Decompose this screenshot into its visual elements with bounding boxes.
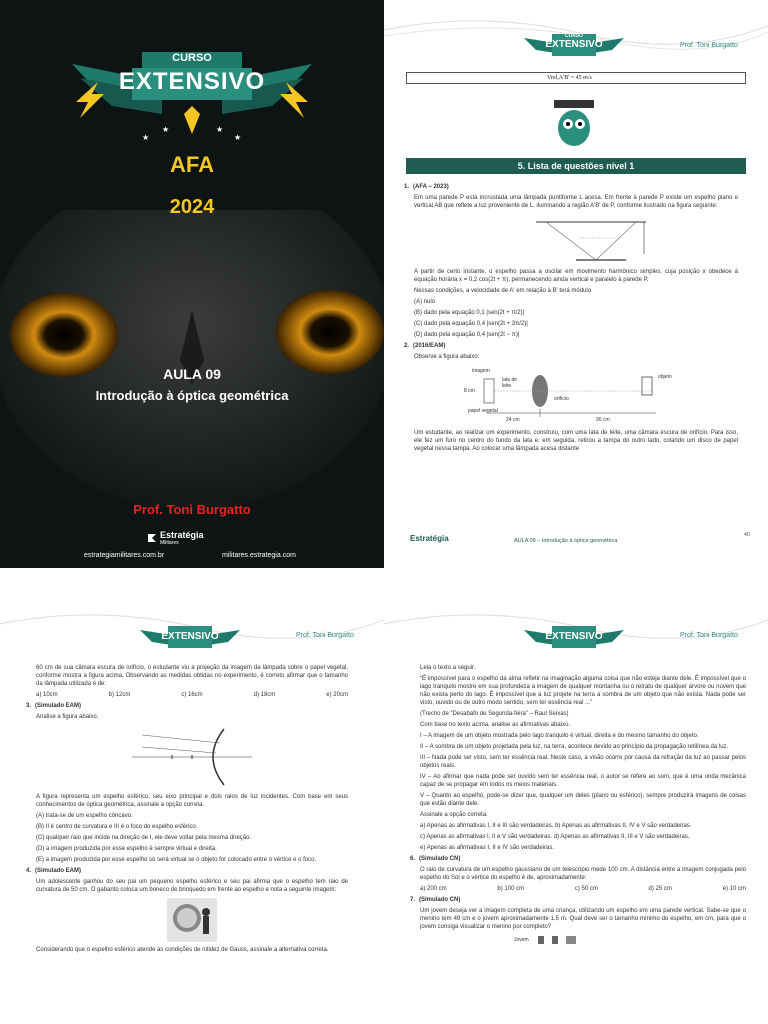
footer-brand: Estratégia bbox=[410, 534, 449, 543]
svg-text:★: ★ bbox=[142, 133, 150, 142]
lightning-bolt-icon bbox=[70, 80, 110, 120]
question-source: (Simulado CN) bbox=[419, 897, 461, 903]
question-number: 1. bbox=[404, 184, 410, 190]
header-professor: Prof. Toni Burgatto bbox=[296, 632, 354, 639]
page-42 bbox=[384, 600, 768, 1024]
fig-label-objeto: objeto bbox=[658, 374, 672, 380]
question-3-header bbox=[26, 702, 348, 710]
option-d[interactable]: (D) a imagem produzida por esse espelho é sempre virtual e direita. bbox=[36, 846, 217, 852]
exam-title: AFA bbox=[170, 152, 214, 177]
assinale: Assinale a opção correta. bbox=[420, 812, 488, 818]
footer-lesson: AULA 09 – Introdução à óptica geométrica bbox=[514, 538, 618, 544]
lesson-topic: Introdução à óptica geométrica bbox=[95, 388, 289, 403]
statement-4: IV – Ao afirmar que nada pode ser ouvido sem ter essência real, o autor se refere ao som, que é uma onda mecânica capaz de se propagar em todos os meios materiais. bbox=[420, 774, 746, 788]
question-1-text2: A partir de certo instante, o espelho passa a oscilar em movimento harmônico simples, cuja posição x obedece à equação horária x = 0,2 cos(2t + π), permanecendo ainda vertical e paralelo à parede P. bbox=[414, 269, 738, 283]
toy-mirror-photo bbox=[167, 898, 217, 942]
intro-options bbox=[36, 691, 348, 699]
statement-3: III – Nada pode ser visto, sem ter essência real. Neste caso, a visão ocorre por causa da refração da luz ao passar pelos objetos reais. bbox=[420, 755, 746, 769]
header-professor: Prof. Toni Burgatto bbox=[680, 632, 738, 639]
question-4-header bbox=[26, 867, 348, 875]
question-3-text: Analise a figura abaixo. bbox=[36, 714, 99, 720]
quote-credit: (Trecho de “Desabafo de Segunda-feira” – Raul Seixas) bbox=[420, 711, 569, 717]
header-logo-main: EXTENSIVO bbox=[161, 631, 219, 642]
question-3-text2: A figura representa um espelho esférico, seu eixo principal e dois raios de luz incidentes. Com base em seus conhecimentos de óptica geométrica, assinale a opção correta. bbox=[36, 794, 348, 808]
formula-box: Vrel,A'B' = 45 m/s bbox=[406, 72, 746, 84]
fig-label-jovem: Jovem bbox=[514, 937, 529, 943]
option-d[interactable]: d) 25 cm bbox=[648, 886, 672, 892]
section-title: 5. Lista de questões nível 1 bbox=[406, 158, 746, 174]
lesson-number: AULA 09 bbox=[163, 366, 221, 382]
fig-label-8cm: 8 cm bbox=[464, 388, 475, 394]
question-number: 6. bbox=[410, 856, 416, 862]
fig-label-90cm: 90 cm bbox=[596, 417, 610, 423]
question-1-header bbox=[404, 183, 738, 191]
question-number: 2. bbox=[404, 343, 410, 349]
question-7-header bbox=[410, 896, 746, 904]
estrategia-logo-icon bbox=[146, 532, 158, 544]
question-2-header bbox=[404, 342, 738, 350]
option-c[interactable]: (C) dado pela equação 0,4 |sen(2t + 3π/2)| bbox=[414, 321, 528, 327]
question-source: (Simulado CN) bbox=[419, 856, 461, 862]
question-6-text: O raio de curvatura de um espelho gaussiano de um telescópio mede 100 cm. A distância entre a imagem conjugada pelo espelho do Sol e o vértice do espelho é de, aproximadamente: bbox=[420, 867, 746, 881]
question-4-text: Um adolescente ganhou do seu pai um pequeno espelho esférico e seu pai afirma que o espelho tem raio de curvatura de 50 cm. O gabarito coloca um boneco de brinquedo em frente ao espelho e nota a seguinte imagem: bbox=[36, 879, 348, 893]
statement-2: II – A sombra de um objeto projetada pela luz, na terra, acontece devido ao princípio da propagação retilínea da luz. bbox=[420, 744, 729, 750]
mirror-diagram-figure bbox=[496, 214, 656, 264]
page-number: 40 bbox=[743, 532, 750, 538]
answer-cd[interactable]: c) Apenas as afirmativas I, II e V são verdadeiras. d) Apenas as afirmativas II, III e V são verdadeiras. bbox=[420, 834, 690, 840]
spherical-mirror-figure bbox=[132, 725, 252, 789]
header-logo-main: EXTENSIVO bbox=[545, 39, 603, 50]
question-4-text2: Considerando que o espelho esférico atende as condições de nitidez de Gauss, assinale a alternativa correta. bbox=[36, 947, 329, 953]
question-2-text: Observe a figura abaixo: bbox=[414, 354, 480, 360]
fig-label-orificio: orifício bbox=[554, 396, 569, 402]
page-41 bbox=[0, 600, 384, 1024]
option-c[interactable]: c) 16cm bbox=[181, 692, 203, 698]
option-a[interactable]: a) 10cm bbox=[36, 692, 58, 698]
question-6-options bbox=[420, 885, 746, 893]
page2-content bbox=[404, 180, 738, 456]
header-professor: Prof. Toni Burgatto bbox=[680, 42, 738, 49]
question-source: (2016/EAM) bbox=[413, 343, 446, 349]
page4-content bbox=[410, 664, 746, 944]
option-e[interactable]: e) 20cm bbox=[326, 692, 348, 698]
cover-page bbox=[0, 0, 384, 568]
option-b[interactable]: b) 100 cm bbox=[497, 886, 525, 892]
option-b[interactable]: (B) II é centro de curvatura e III é o foco do espelho esférico. bbox=[36, 824, 198, 830]
brand-sub: Militares bbox=[160, 540, 179, 546]
question-2-text2: Um estudante, ao realizar um experimento, construiu, com uma lata de leite, uma câmara escura de orifício. Para isso, ele fez um furo no centro do fundo da lata e, em seguida, retirou a tampa do outro lado, colando um disco de papel vegetal nessa tampa. Ao colocar uma lâmpada acesa distante bbox=[414, 430, 738, 452]
intro-text: 60 cm de sua câmara escura de orifício, o estudante viu a projeção da imagem da lâmpada sobre o papel vegetal, conforme mostra a figura acima. Observando as medidas obtidas no experimento, é correto afirmar que o tamanho da lâmpada utilizada é de: bbox=[36, 665, 348, 687]
svg-text:★: ★ bbox=[162, 125, 170, 134]
logo-main-text: EXTENSIVO bbox=[118, 68, 266, 95]
mascot-label: PRATICAR bbox=[558, 100, 579, 105]
option-a[interactable]: (A) nulo bbox=[414, 299, 436, 305]
reading-lead: Leia o texto a seguir. bbox=[420, 665, 476, 671]
question-source: (AFA – 2023) bbox=[413, 184, 449, 190]
header-logo-top: CURSO bbox=[564, 33, 584, 39]
cover-brand bbox=[160, 530, 204, 546]
professor-name: Prof. Toni Burgatto bbox=[133, 502, 251, 517]
logo-top-text: CURSO bbox=[172, 52, 212, 64]
site-link-right[interactable]: militares.estrategia.com bbox=[222, 552, 296, 559]
option-d[interactable]: d) 18cm bbox=[253, 692, 276, 698]
answer-ab[interactable]: a) Apenas as afirmativas I, II e III são verdadeiras. b) Apenas as afirmativas II, IV e V são verdadeiras. bbox=[420, 823, 692, 829]
site-link-left[interactable]: estrategiamilitares.com.br bbox=[84, 552, 165, 559]
option-a[interactable]: (A) trata-se de um espelho côncavo. bbox=[36, 813, 133, 819]
header-logo-main: EXTENSIVO bbox=[545, 631, 603, 642]
question-7-figure bbox=[420, 934, 746, 944]
question-6-header bbox=[410, 855, 746, 863]
song-quote: “É impossível para o espelho da alma refletir na imaginação alguma coisa que não esteja diante dele. É impossível que o lago tranquilo mostre em sua profundeza a imagem de qualquer montanha ou o retrato de qualquer árvore ou nuvem que não exista perto do lago. É impossível que a luz projete na terra a sombra de um objeto que não exista. Nada pode ser visto, ouvido ou de outro modo sentido, sem ter essência real ...” bbox=[420, 676, 746, 706]
question-source: (Simulado EAM) bbox=[35, 868, 82, 874]
option-c[interactable]: (C) qualquer raio que incide na direção de I, ele deve voltar pela mesma direção. bbox=[36, 835, 252, 841]
question-number: 3. bbox=[26, 703, 32, 709]
option-a[interactable]: a) 200 cm bbox=[420, 886, 447, 892]
question-1-text3: Nessas condições, a velocidade de A' em relação à B' terá módulo bbox=[414, 288, 592, 294]
statement-1: I – A imagem de um objeto mostrada pelo lago tranquilo é virtual, direita e do mesmo tamanho do objeto. bbox=[420, 733, 699, 739]
question-source: (Simulado EAM) bbox=[35, 703, 82, 709]
exam-year: 2024 bbox=[169, 196, 215, 218]
people-figure bbox=[536, 934, 586, 944]
fig-label-lata: lata de leite bbox=[502, 377, 518, 389]
brand-name: Estratégia bbox=[160, 530, 204, 540]
option-c[interactable]: c) 50 cm bbox=[574, 886, 598, 892]
fig-label-imagem: imagem bbox=[472, 368, 490, 374]
statement-5: V – Quanto ao espelho, pode-se dizer que, qualquer um deles (plano ou esférico), sempre produzirá imagens de coisas que estão diante dele. bbox=[420, 793, 746, 807]
instruction: Com base no texto acima, analise as afirmativas abaixo. bbox=[420, 722, 571, 728]
fig-label-24cm: 24 cm bbox=[506, 417, 520, 423]
page-40 bbox=[384, 0, 768, 568]
answer-e[interactable]: e) Apenas as afirmativas I, II e IV são verdadeiras. bbox=[420, 845, 555, 851]
owl-background-image bbox=[0, 210, 384, 510]
question-number: 7. bbox=[410, 897, 416, 903]
option-b[interactable]: (B) dado pela equação 0,1 |sen(2t + π/2)| bbox=[414, 310, 525, 316]
svg-text:★: ★ bbox=[234, 133, 242, 142]
option-e[interactable]: e) 10 cm bbox=[722, 886, 746, 892]
page-footer bbox=[410, 532, 750, 548]
option-b[interactable]: b) 12cm bbox=[108, 692, 131, 698]
fig-label-papel: papel vegetal bbox=[468, 408, 498, 414]
question-number: 4. bbox=[26, 868, 32, 874]
option-e[interactable]: (E) a imagem produzida por esse espelho só será virtual se o objeto for colocado entre o vértice e o foco. bbox=[36, 857, 317, 863]
page3-content bbox=[26, 664, 348, 957]
question-1-text: Em uma parede P está incrustada uma lâmpada puntiforme L acesa. Em frente à parede P existe um espelho plano e vertical AB que reflete a luz proveniente de L, iluminando a região A'B' de P, conforme ilustrado na figura seguinte: bbox=[414, 195, 738, 209]
pinhole-camera-figure bbox=[456, 365, 696, 425]
option-d[interactable]: (D) dado pela equação 0,4 |sen(2t − π)| bbox=[414, 332, 520, 338]
question-7-text: Um jovem deseja ver a imagem completa de uma criança, utilizando um espelho em uma parede vertical. Sabe-se que o menino tem 49 cm e o jovem aproximadamente 1,5 m. Qual deve ser o tamanho mínimo do espelho, em cm, para que o jovem consiga visualizar o menino por completo? bbox=[420, 908, 746, 930]
svg-text:★: ★ bbox=[216, 125, 224, 134]
lightning-bolt-icon bbox=[274, 80, 314, 120]
